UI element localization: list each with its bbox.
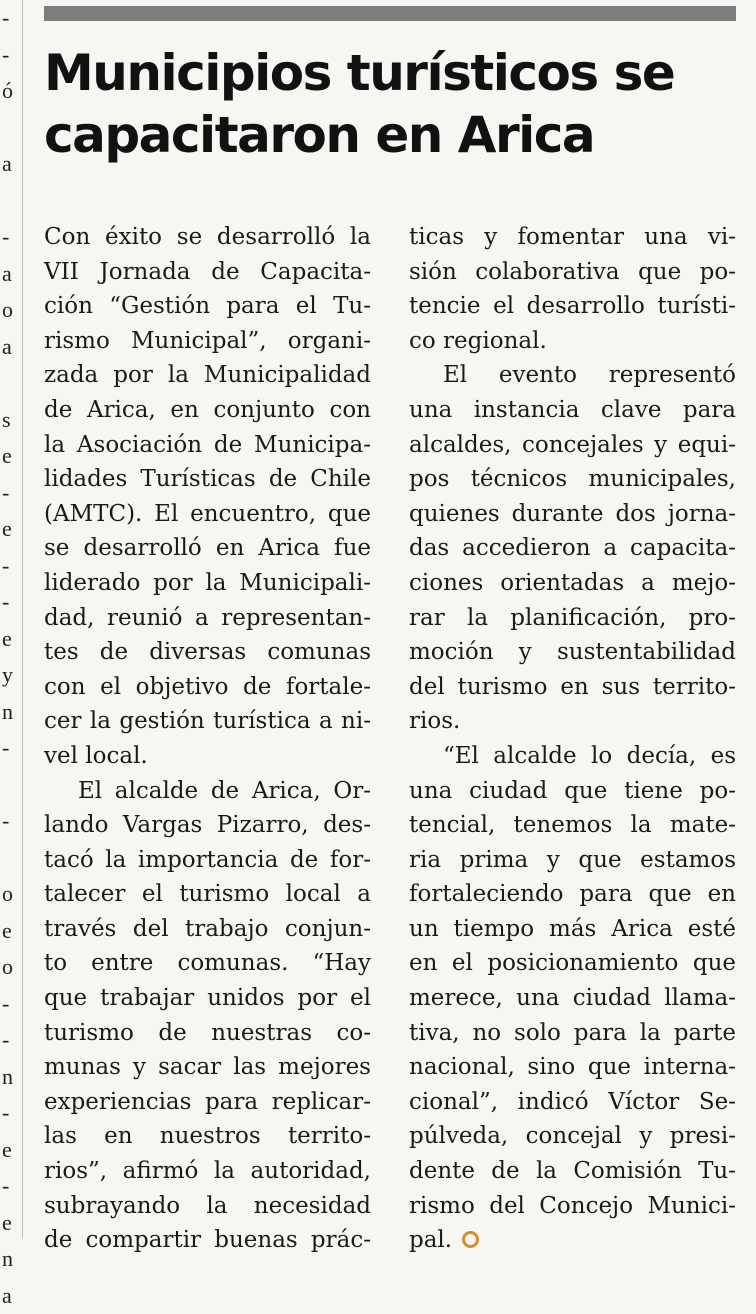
body-line: una ciudad que tiene po- bbox=[409, 774, 736, 809]
edge-glyph: o bbox=[0, 876, 22, 913]
headline-line-1: Municipios turísticos se bbox=[44, 44, 674, 102]
edge-glyph: - bbox=[0, 986, 22, 1023]
body-line: lidades Turísticas de Chile bbox=[44, 462, 371, 497]
body-line: lando Vargas Pizarro, des- bbox=[44, 808, 371, 843]
edge-glyph bbox=[0, 110, 22, 147]
section-bar bbox=[44, 6, 736, 21]
body-line: tes de diversas comunas bbox=[44, 635, 371, 670]
body-line: ción “Gestión para el Tu- bbox=[44, 289, 371, 324]
body-line: un tiempo más Arica esté bbox=[409, 912, 736, 947]
body-line: rar la planificación, pro- bbox=[409, 601, 736, 636]
edge-glyph: - bbox=[0, 1022, 22, 1059]
edge-glyph bbox=[0, 767, 22, 804]
edge-glyph: o bbox=[0, 949, 22, 986]
edge-glyph: s bbox=[0, 402, 22, 439]
body-line: munas y sacar las mejores bbox=[44, 1050, 371, 1085]
edge-glyph: - bbox=[0, 803, 22, 840]
body-line: zada por la Municipalidad bbox=[44, 358, 371, 393]
body-line: se desarrolló en Arica fue bbox=[44, 531, 371, 566]
end-of-article-icon bbox=[462, 1231, 479, 1248]
body-line: talecer el turismo local a bbox=[44, 877, 371, 912]
body-line: (AMTC). El encuentro, que bbox=[44, 497, 371, 532]
body-line: cer la gestión turística a ni- bbox=[44, 704, 371, 739]
body-line: rios. bbox=[409, 704, 736, 739]
edge-glyph bbox=[0, 365, 22, 402]
adjacent-column-edge bbox=[0, 0, 22, 1230]
edge-glyph: - bbox=[0, 548, 22, 585]
body-line: una instancia clave para bbox=[409, 393, 736, 428]
body-line: de compartir buenas prác- bbox=[44, 1223, 371, 1258]
body-line: sión colaborativa que po- bbox=[409, 255, 736, 290]
body-line: liderado por la Municipali- bbox=[44, 566, 371, 601]
body-line: das accedieron a capacita- bbox=[409, 531, 736, 566]
body-line: del turismo en sus territo- bbox=[409, 670, 736, 705]
body-line: turismo de nuestras co- bbox=[44, 1016, 371, 1051]
edge-glyph: e bbox=[0, 913, 22, 950]
body-line: vel local. bbox=[44, 739, 371, 774]
edge-glyph: a bbox=[0, 146, 22, 183]
edge-glyph: - bbox=[0, 584, 22, 621]
article-column-1 bbox=[44, 220, 371, 1258]
edge-glyph: e bbox=[0, 1132, 22, 1169]
body-line: tencie el desarrollo turísti- bbox=[409, 289, 736, 324]
body-line: ciones orientadas a mejo- bbox=[409, 566, 736, 601]
edge-glyph: a bbox=[0, 256, 22, 293]
body-line: de Arica, en conjunto con bbox=[44, 393, 371, 428]
body-line: experiencias para replicar- bbox=[44, 1085, 371, 1120]
edge-glyph: n bbox=[0, 1059, 22, 1096]
body-line: las en nuestros territo- bbox=[44, 1119, 371, 1154]
edge-glyph: e bbox=[0, 511, 22, 548]
body-line: co regional. bbox=[409, 324, 736, 359]
headline bbox=[44, 42, 734, 166]
article-column-2 bbox=[409, 220, 736, 1258]
edge-glyph: - bbox=[0, 1095, 22, 1132]
edge-glyph: e bbox=[0, 621, 22, 658]
edge-glyph: y bbox=[0, 657, 22, 694]
body-line: dente de la Comisión Tu- bbox=[409, 1154, 736, 1189]
edge-glyph: a bbox=[0, 1278, 22, 1314]
body-line: fortaleciendo para que en bbox=[409, 877, 736, 912]
body-line: púlveda, concejal y presi- bbox=[409, 1119, 736, 1154]
body-line: merece, una ciudad llama- bbox=[409, 981, 736, 1016]
body-line: to entre comunas. “Hay bbox=[44, 946, 371, 981]
body-line: que trabajar unidos por el bbox=[44, 981, 371, 1016]
body-line: Con éxito se desarrolló la bbox=[44, 220, 371, 255]
body-line: cional”, indicó Víctor Se- bbox=[409, 1085, 736, 1120]
edge-glyph: - bbox=[0, 475, 22, 512]
body-line: subrayando la necesidad bbox=[44, 1189, 371, 1224]
body-line: tiva, no solo para la parte bbox=[409, 1016, 736, 1051]
body-line: VII Jornada de Capacita- bbox=[44, 255, 371, 290]
column-divider bbox=[22, 0, 23, 1238]
edge-glyph: - bbox=[0, 730, 22, 767]
body-line: moción y sustentabilidad bbox=[409, 635, 736, 670]
closing-line bbox=[409, 1223, 736, 1258]
body-line: rismo del Concejo Munici- bbox=[409, 1189, 736, 1224]
body-line: rios”, afirmó la autoridad, bbox=[44, 1154, 371, 1189]
body-line: El evento representó bbox=[409, 358, 736, 393]
edge-glyph: - bbox=[0, 1168, 22, 1205]
body-line: El alcalde de Arica, Or- bbox=[44, 774, 371, 809]
edge-glyph bbox=[0, 183, 22, 220]
edge-glyph: - bbox=[0, 37, 22, 74]
body-line: alcaldes, concejales y equi- bbox=[409, 428, 736, 463]
body-line: tacó la importancia de for- bbox=[44, 843, 371, 878]
body-line: quienes durante dos jorna- bbox=[409, 497, 736, 532]
body-line: en el posicionamiento que bbox=[409, 946, 736, 981]
body-line: rismo Municipal”, organi- bbox=[44, 324, 371, 359]
edge-glyph: n bbox=[0, 1241, 22, 1278]
body-line: ria prima y que estamos bbox=[409, 843, 736, 878]
body-line: través del trabajo conjun- bbox=[44, 912, 371, 947]
body-line: dad, reunió a representan- bbox=[44, 601, 371, 636]
body-line: la Asociación de Municipa- bbox=[44, 428, 371, 463]
edge-glyph: a bbox=[0, 329, 22, 366]
edge-glyph: ó bbox=[0, 73, 22, 110]
edge-glyph: - bbox=[0, 219, 22, 256]
body-line: “El alcalde lo decía, es bbox=[409, 739, 736, 774]
body-line: pos técnicos municipales, bbox=[409, 462, 736, 497]
edge-glyph bbox=[0, 840, 22, 877]
edge-glyph: o bbox=[0, 292, 22, 329]
body-line: tencial, tenemos la mate- bbox=[409, 808, 736, 843]
edge-glyph: - bbox=[0, 0, 22, 37]
edge-glyph: n bbox=[0, 694, 22, 731]
body-line: ticas y fomentar una vi- bbox=[409, 220, 736, 255]
headline-line-2: capacitaron en Arica bbox=[44, 106, 594, 164]
edge-glyph: e bbox=[0, 1205, 22, 1242]
body-line: nacional, sino que interna- bbox=[409, 1050, 736, 1085]
edge-glyph: e bbox=[0, 438, 22, 475]
body-line: pal. bbox=[409, 1227, 452, 1253]
body-line: con el objetivo de fortale- bbox=[44, 670, 371, 705]
